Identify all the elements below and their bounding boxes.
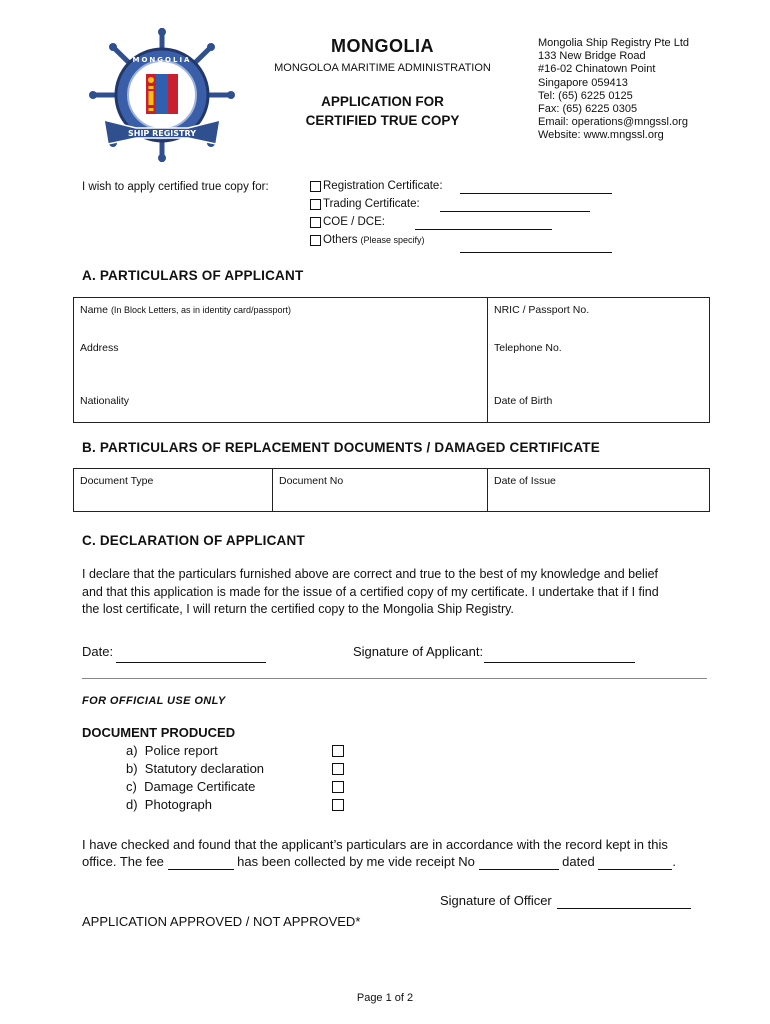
address-line: Fax: (65) 6225 0305 [538, 103, 638, 116]
coe-blank-line[interactable] [415, 229, 552, 230]
option-label: Trading Certificate: [323, 198, 420, 210]
receipt-blank-line[interactable] [479, 854, 559, 870]
name-note: (In Block Letters, as in identity card/passport) [110, 305, 292, 315]
option-label: COE / DCE: [323, 216, 385, 228]
doc-item-statutory-declaration [126, 761, 264, 776]
doc-item-damage-certificate [126, 779, 255, 794]
option-coe-dce [310, 216, 385, 228]
administration-name: MONGOLOA MARITIME ADMINISTRATION [274, 62, 491, 74]
nric-field[interactable] [494, 304, 589, 316]
police-report-checkbox[interactable] [332, 745, 344, 757]
damage-certificate-checkbox[interactable] [332, 781, 344, 793]
others-checkbox[interactable] [310, 235, 321, 246]
section-a-title: A. PARTICULARS OF APPLICANT [82, 268, 304, 283]
registration-blank-line[interactable] [460, 193, 612, 194]
address-line: 133 New Bridge Road [538, 50, 646, 63]
date-of-issue-field[interactable] [494, 475, 556, 487]
column-label: Document Type [80, 475, 154, 487]
doc-label: Photograph [144, 797, 213, 812]
declaration-line: and that this application is made for the issue of a certified copy of my certificate. I undertake that if I find [82, 584, 659, 599]
officer-signature-label: Signature of Officer [440, 893, 552, 908]
approval-status: APPLICATION APPROVED / NOT APPROVED* [82, 914, 361, 929]
others-blank-line[interactable] [460, 252, 612, 253]
official-divider [82, 678, 707, 679]
documents-table-divider [272, 468, 273, 512]
applicant-signature-label: Signature of Applicant: [353, 644, 484, 659]
logo-banner-text: SHIP REGISTRY [128, 129, 196, 138]
doc-marker: d) [126, 797, 138, 812]
officer-check-text [82, 836, 712, 854]
date-blank-line[interactable] [116, 662, 266, 663]
option-label: Others [323, 234, 358, 246]
declaration-line: the lost certificate, I will return the certified copy to the Mongolia Ship Registry. [82, 602, 514, 616]
receipt-text: has been collected by me vide receipt No [237, 854, 475, 869]
section-b-title: B. PARTICULARS OF REPLACEMENT DOCUMENTS / DAMAGED CERTIFICATE [82, 440, 600, 455]
official-use-title: FOR OFFICIAL USE ONLY [82, 695, 226, 707]
doc-marker: c) [126, 779, 137, 794]
address-line: Email: operations@mngssl.org [538, 116, 688, 129]
ship-registry-logo-icon [84, 28, 240, 162]
address-label: Address [80, 342, 119, 354]
officer-signature-line[interactable] [557, 908, 691, 909]
nationality-field[interactable] [80, 395, 129, 407]
declaration-line: I declare that the particulars furnished above are correct and true to the best of my knowledge and belief [82, 567, 659, 581]
applicant-signature-line[interactable] [484, 662, 635, 663]
registry-address [538, 37, 689, 143]
nationality-label: Nationality [80, 395, 130, 407]
declaration-text [82, 566, 712, 619]
fee-blank-line[interactable] [168, 854, 234, 870]
column-label: Date of Issue [494, 475, 556, 487]
option-others [310, 234, 425, 246]
dated-blank-line[interactable] [598, 854, 672, 870]
doc-item-police-report [126, 743, 218, 758]
form-title-line2: CERTIFIED TRUE COPY [305, 113, 460, 128]
trading-blank-line[interactable] [440, 211, 590, 212]
dob-label: Date of Birth [494, 395, 553, 407]
section-c-title: C. DECLARATION OF APPLICANT [82, 533, 305, 548]
officer-check-line2 [82, 854, 676, 870]
photograph-checkbox[interactable] [332, 799, 344, 811]
date-label: Date: [82, 644, 114, 659]
telephone-field[interactable] [494, 342, 562, 354]
address-line: Singapore 059413 [538, 76, 628, 89]
doc-marker: a) [126, 743, 138, 758]
documents-produced-heading: DOCUMENT PRODUCED [82, 725, 236, 740]
dated-text: dated [562, 854, 595, 869]
country-title: MONGOLIA [331, 36, 434, 56]
nric-label: NRIC / Passport No. [494, 304, 590, 316]
applicant-table-divider [487, 297, 488, 423]
registration-checkbox[interactable] [310, 181, 321, 192]
name-field[interactable] [80, 304, 291, 316]
document-type-field[interactable] [80, 475, 153, 487]
trading-checkbox[interactable] [310, 199, 321, 210]
option-trading-certificate [310, 198, 420, 210]
form-title [270, 92, 495, 130]
document-no-field[interactable] [279, 475, 343, 487]
address-line: Website: www.mngssl.org [538, 129, 664, 142]
statutory-declaration-checkbox[interactable] [332, 763, 344, 775]
doc-label: Statutory declaration [144, 761, 265, 776]
doc-item-photograph [126, 797, 212, 812]
address-line: #16-02 Chinatown Point [538, 63, 656, 76]
documents-table [73, 468, 710, 512]
coe-checkbox[interactable] [310, 217, 321, 228]
address-line: Tel: (65) 6225 0125 [538, 89, 633, 102]
address-line: Mongolia Ship Registry Pte Ltd [538, 37, 690, 49]
telephone-label: Telephone No. [494, 342, 562, 354]
dob-field[interactable] [494, 395, 552, 407]
doc-label: Damage Certificate [144, 779, 256, 794]
logo-top-text: MONGOLIA [132, 56, 192, 64]
fee-text: office. The fee [82, 854, 164, 869]
option-registration-certificate [310, 180, 443, 192]
option-note: (Please specify) [360, 235, 425, 245]
request-intro: I wish to apply certified true copy for: [82, 181, 269, 193]
form-title-line1: APPLICATION FOR [321, 94, 444, 109]
period-text: . [672, 854, 676, 869]
officer-check-line1: I have checked and found that the applicant’s particulars are in accordance with the record kept in this [82, 837, 668, 852]
page-number: Page 1 of 2 [356, 992, 414, 1004]
doc-label: Police report [144, 743, 218, 758]
column-label: Document No [279, 475, 344, 487]
address-field[interactable] [80, 342, 119, 354]
doc-marker: b) [126, 761, 138, 776]
name-label: Name [80, 304, 109, 316]
documents-table-divider [487, 468, 488, 512]
option-label: Registration Certificate: [323, 180, 443, 192]
